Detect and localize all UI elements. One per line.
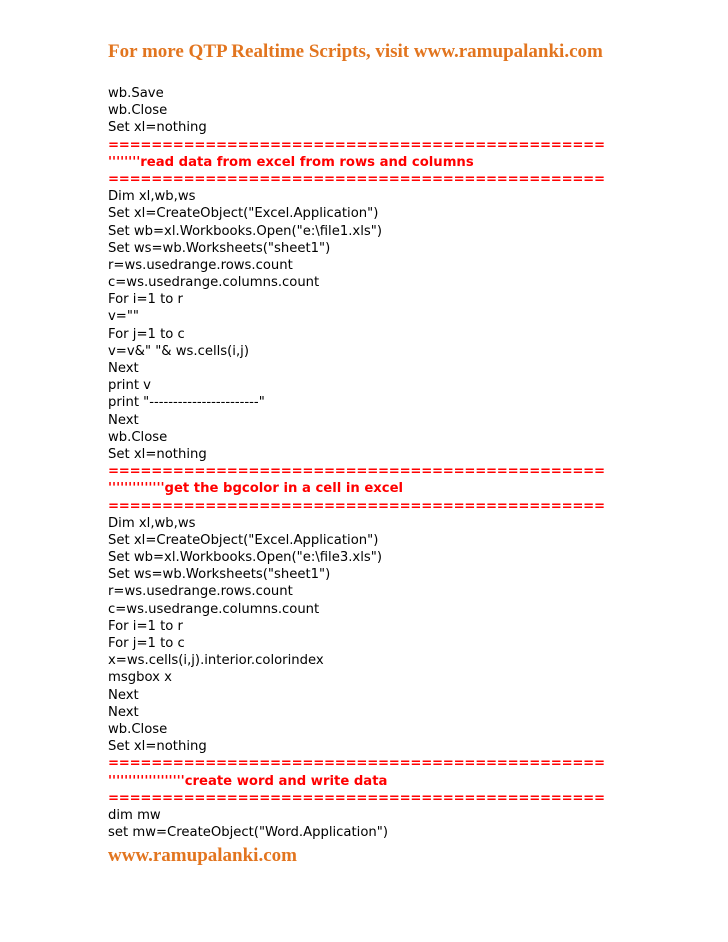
code-line: x=ws.cells(i,j).interior.colorindex xyxy=(108,653,324,669)
code-line: For j=1 to c xyxy=(108,636,185,651)
code-line: Set wb=xl.Workbooks.Open("e:\file1.xls") xyxy=(108,223,382,239)
separator-line: ============================================== xyxy=(108,498,605,514)
code-line: dim mw xyxy=(108,807,161,823)
code-line: print "-----------------------" xyxy=(108,395,265,411)
code-line: set mw=CreateObject("Word.Application") xyxy=(108,825,388,841)
section-heading: ''''''''''''''get the bgcolor in a cell in excel xyxy=(108,481,404,497)
code-line: For i=1 to r xyxy=(108,618,183,634)
code-line: For j=1 to c xyxy=(108,326,185,342)
code-line: Dim xl,wb,ws xyxy=(108,189,196,205)
footer-url: www.ramupalanki.com xyxy=(108,845,297,866)
code-line: Next xyxy=(108,361,139,376)
separator-line: ============================================== xyxy=(108,756,605,772)
code-block xyxy=(108,85,628,841)
section-heading: ''''''''read data from excel from rows and columns xyxy=(108,154,474,170)
code-line: Set ws=wb.Worksheets("sheet1") xyxy=(108,240,331,256)
code-line: For i=1 to r xyxy=(108,292,183,308)
code-line: r=ws.usedrange.rows.count xyxy=(108,584,293,600)
code-line: c=ws.usedrange.columns.count xyxy=(108,275,320,291)
code-line: Set xl=nothing xyxy=(108,120,207,136)
code-line: print v xyxy=(108,378,151,394)
code-line: c=ws.usedrange.columns.count xyxy=(108,601,320,617)
code-line: wb.Close xyxy=(108,721,168,737)
code-line: Next xyxy=(108,687,139,703)
code-line: wb.Close xyxy=(108,103,168,119)
separator-line: ============================================== xyxy=(108,171,605,187)
code-line: Dim xl,wb,ws xyxy=(108,515,196,531)
code-line: Set xl=nothing xyxy=(108,446,207,462)
code-line: wb.Close xyxy=(108,429,168,445)
code-line: r=ws.usedrange.rows.count xyxy=(108,257,293,273)
code-line: Set wb=xl.Workbooks.Open("e:\file3.xls") xyxy=(108,550,382,566)
code-line: v="" xyxy=(108,309,139,325)
code-line: Next xyxy=(108,412,139,428)
code-line: Set xl=nothing xyxy=(108,739,207,755)
code-line: wb.Save xyxy=(108,86,164,101)
code-line: Next xyxy=(108,704,139,720)
code-line: msgbox x xyxy=(108,670,172,686)
code-line: Set xl=CreateObject("Excel.Application") xyxy=(108,532,379,548)
header-title: For more QTP Realtime Scripts, visit www.ramupalanki.com xyxy=(108,41,603,62)
separator-line: ============================================== xyxy=(108,790,605,806)
code-line: Set xl=CreateObject("Excel.Application") xyxy=(108,206,379,222)
separator-line: ============================================== xyxy=(108,137,605,153)
code-line: Set ws=wb.Worksheets("sheet1") xyxy=(108,567,331,583)
separator-line: ============================================== xyxy=(108,464,605,480)
code-line: v=v&" "& ws.cells(i,j) xyxy=(108,343,249,359)
section-heading: '''''''''''''''''''create word and write data xyxy=(108,773,388,789)
